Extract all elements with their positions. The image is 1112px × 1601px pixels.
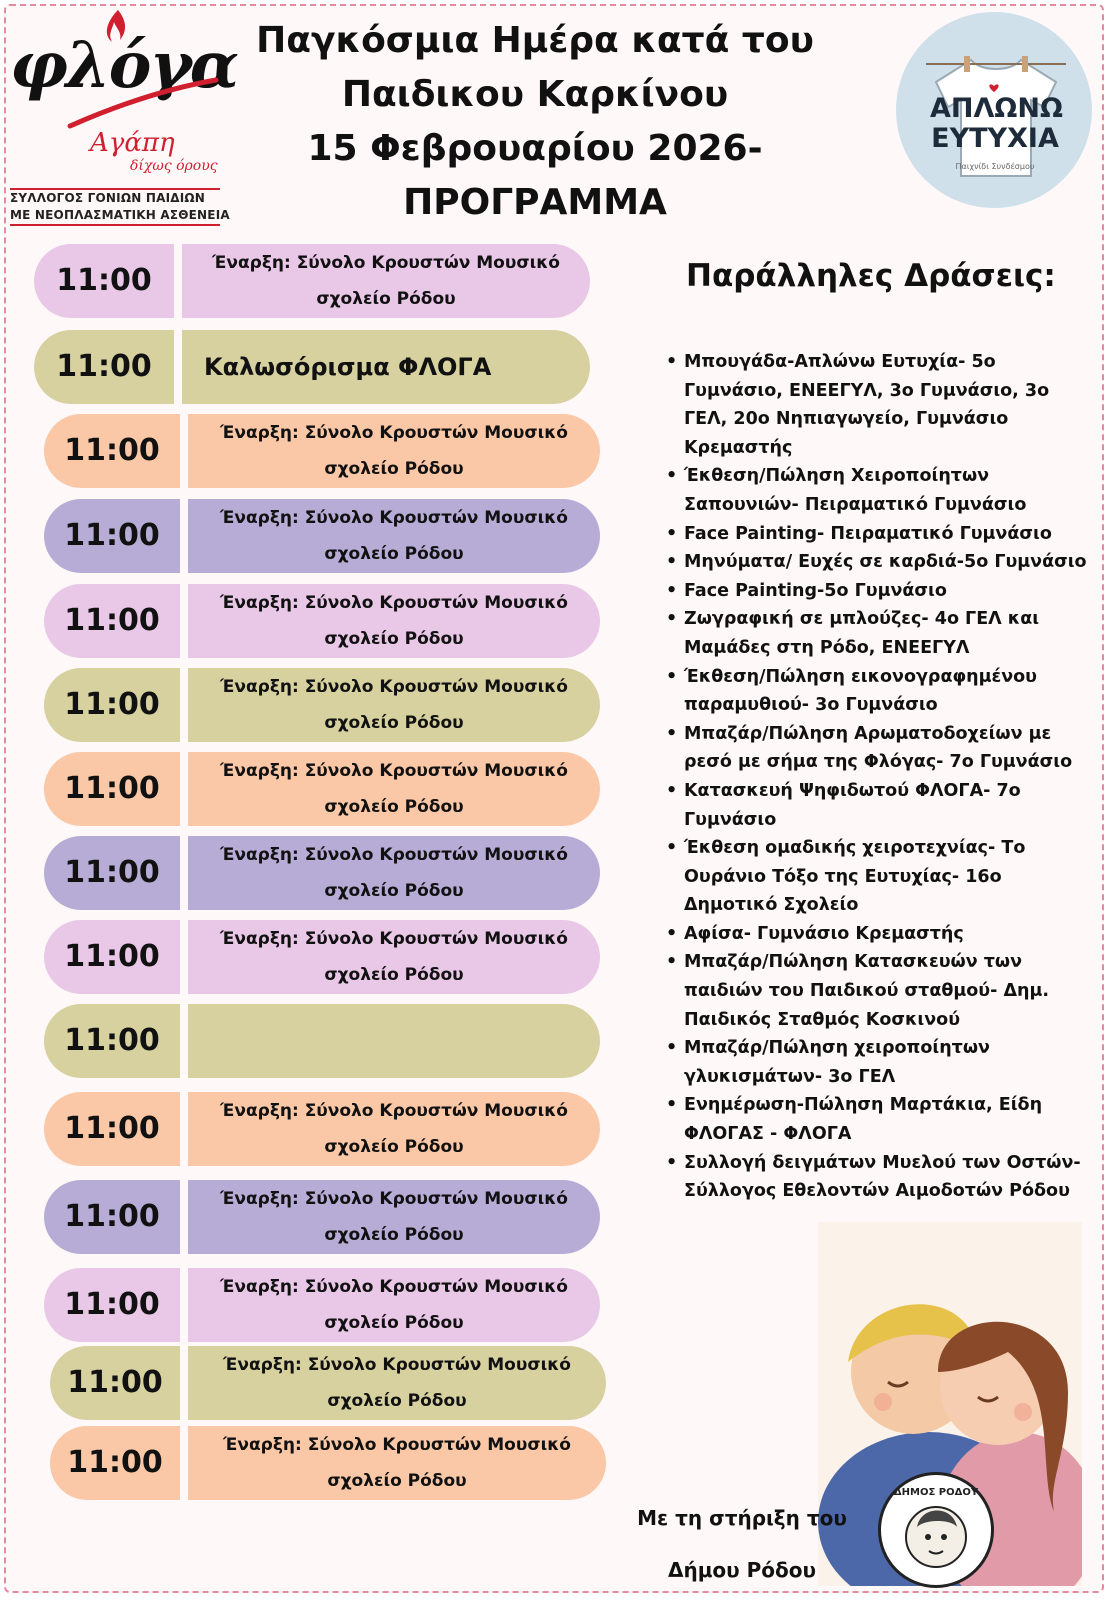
schedule-time: 11:00 bbox=[64, 1111, 160, 1146]
schedule-separator bbox=[174, 244, 182, 318]
schedule-description bbox=[188, 1426, 606, 1500]
logo-org-line-2: ΜΕ ΝΕΟΠΛΑΣΜΑΤΙΚΗ ΑΣΘΕΝΕΙΑ bbox=[10, 208, 230, 222]
schedule-separator bbox=[180, 1092, 188, 1166]
schedule-time: 11:00 bbox=[64, 855, 160, 890]
schedule-description-line-1: Έναρξη: Σύνολο Κρουστών Μουσικό bbox=[220, 1101, 568, 1121]
schedule-time: 11:00 bbox=[64, 1023, 160, 1058]
logo-tagline-small: δίχως όρους bbox=[130, 158, 218, 174]
schedule-time: 11:00 bbox=[64, 518, 160, 553]
schedule-description-line-1: Έναρξη: Σύνολο Κρουστών Μουσικό bbox=[212, 253, 560, 273]
schedule-description-line-1: Έναρξη: Σύνολο Κρουστών Μουσικό bbox=[223, 1355, 571, 1375]
schedule-description bbox=[182, 330, 590, 404]
support-text bbox=[632, 1492, 852, 1596]
schedule-row bbox=[44, 1092, 600, 1166]
schedule-separator bbox=[180, 836, 188, 910]
schedule-row bbox=[44, 1268, 600, 1342]
schedule-separator bbox=[180, 414, 188, 488]
schedule-row bbox=[44, 499, 600, 573]
schedule-separator bbox=[180, 1346, 188, 1420]
schedule-separator bbox=[180, 584, 188, 658]
aplono-small-text: Παιχνίδι Συνδέσμου bbox=[955, 162, 1035, 171]
logo-swoosh-icon bbox=[10, 64, 220, 134]
support-line-1: Με τη στήριξη του bbox=[637, 1506, 847, 1530]
schedule-separator bbox=[180, 1180, 188, 1254]
schedule-time: 11:00 bbox=[67, 1445, 163, 1480]
schedule-description-line-1: Έναρξη: Σύνολο Κρουστών Μουσικό bbox=[220, 761, 568, 781]
schedule-separator bbox=[180, 1268, 188, 1342]
schedule-row bbox=[50, 1426, 606, 1500]
schedule-description-line-1: Έναρξη: Σύνολο Κρουστών Μουσικό bbox=[220, 593, 568, 613]
schedule-description-line-2: σχολείο Ρόδου bbox=[324, 1137, 464, 1157]
support-line-2: Δήμου Ρόδου bbox=[667, 1558, 817, 1582]
parallel-activity-item: • Μπαζάρ/Πώληση Αρωματοδοχείων με ρεσό με σήμα της Φλόγας- 7ο Γυμνάσιο bbox=[662, 720, 1096, 777]
schedule-description bbox=[188, 414, 600, 488]
schedule-description-line-2: σχολείο Ρόδου bbox=[324, 965, 464, 985]
schedule-time: 11:00 bbox=[64, 603, 160, 638]
schedule-separator bbox=[180, 1426, 188, 1500]
schedule-description-line-2: σχολείο Ρόδου bbox=[324, 1225, 464, 1245]
parallel-title: Παράλληλες Δράσεις: bbox=[686, 258, 1056, 294]
schedule-description-line-1: Καλωσόρισμα ΦΛΟΓΑ bbox=[204, 353, 492, 381]
schedule-separator bbox=[174, 330, 182, 404]
parallel-activity-item: • Face Painting-5ο Γυμνάσιο bbox=[662, 577, 1096, 606]
schedule-description bbox=[188, 1268, 600, 1342]
schedule-row bbox=[44, 752, 600, 826]
parallel-activity-item: • Έκθεση/Πώληση Χειροποίητων Σαπουνιών- Πειραματικό Γυμνάσιο bbox=[662, 462, 1096, 519]
schedule-description-line-2: σχολείο Ρόδου bbox=[324, 544, 464, 564]
title-line-4: ΠΡΟΓΡΑΜΜΑ bbox=[403, 182, 667, 223]
aplono-line-1: ΑΠΛΩΝΩ bbox=[930, 93, 1063, 124]
schedule-description-line-2: σχολείο Ρόδου bbox=[316, 289, 456, 309]
schedule-separator bbox=[180, 752, 188, 826]
seal-text: ΔΗΜΟΣ ΡΟΔΟΥ bbox=[893, 1487, 979, 1498]
parallel-activity-item: • Ενημέρωση-Πώληση Μαρτάκια, Είδη ΦΛΟΓΑΣ - ΦΛΟΓΑ bbox=[662, 1091, 1096, 1148]
schedule-time: 11:00 bbox=[64, 433, 160, 468]
parallel-activity-item: • Μπαζάρ/Πώληση χειροποίητων γλυκισμάτων- 3ο ΓΕΛ bbox=[662, 1034, 1096, 1091]
aplono-eftyxia-logo bbox=[896, 12, 1092, 208]
schedule-time: 11:00 bbox=[64, 687, 160, 722]
schedule-description-line-1: Έναρξη: Σύνολο Κρουστών Μουσικό bbox=[220, 1277, 568, 1297]
logo-tagline: Αγάπη bbox=[90, 128, 175, 158]
parallel-activity-item: • Μηνύματα/ Ευχές σε καρδιά-5ο Γυμνάσιο bbox=[662, 548, 1096, 577]
schedule-row bbox=[44, 920, 600, 994]
schedule-description bbox=[188, 1180, 600, 1254]
schedule-description-line-1: Έναρξη: Σύνολο Κρουστών Μουσικό bbox=[220, 423, 568, 443]
parallel-activity-item: • Συλλογή δειγμάτων Μυελού των Οστών- Σύλλογος Εθελοντών Αιμοδοτών Ρόδου bbox=[662, 1149, 1096, 1206]
schedule-row bbox=[34, 244, 590, 318]
schedule-description-line-2: σχολείο Ρόδου bbox=[327, 1391, 467, 1411]
schedule-time: 11:00 bbox=[64, 939, 160, 974]
schedule-description bbox=[188, 1004, 600, 1078]
parallel-activity-item: • Κατασκευή Ψηφιδωτού ΦΛΟΓΑ- 7ο Γυμνάσιο bbox=[662, 777, 1096, 834]
schedule-description-line-2: σχολείο Ρόδου bbox=[324, 1313, 464, 1333]
schedule-time: 11:00 bbox=[56, 349, 152, 384]
parallel-activity-item: • Έκθεση/Πώληση εικονογραφημένου παραμυθιού- 3ο Γυμνάσιο bbox=[662, 663, 1096, 720]
schedule-description-line-2: σχολείο Ρόδου bbox=[324, 881, 464, 901]
municipality-seal bbox=[878, 1472, 994, 1588]
parallel-activities-list bbox=[662, 348, 1096, 1206]
schedule-description-line-2: σχολείο Ρόδου bbox=[327, 1471, 467, 1491]
seal-head-icon bbox=[881, 1475, 991, 1585]
parallel-activity-item: • Μπαζάρ/Πώληση Κατασκευών των παιδιών του Παιδικού σταθμού- Δημ. Παιδικός Σταθμός Κοσκινού bbox=[662, 948, 1096, 1034]
schedule-description-line-1: Έναρξη: Σύνολο Κρουστών Μουσικό bbox=[220, 508, 568, 528]
schedule-separator bbox=[180, 1004, 188, 1078]
schedule-time: 11:00 bbox=[67, 1365, 163, 1400]
schedule-description bbox=[188, 920, 600, 994]
title-line-1: Παγκόσμια Ημέρα κατά του bbox=[256, 20, 814, 61]
schedule-description bbox=[182, 244, 590, 318]
parallel-activity-item: • Αφίσα- Γυμνάσιο Κρεμαστής bbox=[662, 920, 1096, 949]
aplono-logo-text bbox=[930, 93, 1063, 154]
schedule-row bbox=[44, 414, 600, 488]
schedule-description-line-2: σχολείο Ρόδου bbox=[324, 797, 464, 817]
schedule-description bbox=[188, 584, 600, 658]
schedule-time: 11:00 bbox=[56, 263, 152, 298]
schedule-description-line-1: Έναρξη: Σύνολο Κρουστών Μουσικό bbox=[220, 845, 568, 865]
schedule-separator bbox=[180, 920, 188, 994]
parallel-activity-item: • Μπουγάδα-Απλώνω Ευτυχία- 5ο Γυμνάσιο, ΕΝΕΕΓΥΛ, 3ο Γυμνάσιο, 3ο ΓΕΛ, 20ο Νηπιαγωγείο, Γυμνάσιο Κρεμαστής bbox=[662, 348, 1096, 462]
schedule-row bbox=[44, 584, 600, 658]
schedule-row bbox=[34, 330, 590, 404]
schedule-separator bbox=[180, 668, 188, 742]
schedule-description-line-1: Έναρξη: Σύνολο Κρουστών Μουσικό bbox=[220, 677, 568, 697]
schedule-description bbox=[188, 752, 600, 826]
flogа-logo bbox=[10, 8, 237, 228]
schedule-row bbox=[44, 1004, 600, 1078]
aplono-line-2: ΕΥΤΥΧΙΑ bbox=[931, 123, 1059, 154]
schedule-time: 11:00 bbox=[64, 1287, 160, 1322]
schedule-row bbox=[44, 668, 600, 742]
schedule-description-line-2: σχολείο Ρόδου bbox=[324, 629, 464, 649]
schedule-row bbox=[44, 836, 600, 910]
schedule-row bbox=[50, 1346, 606, 1420]
schedule-description bbox=[188, 668, 600, 742]
schedule-time: 11:00 bbox=[64, 771, 160, 806]
schedule-description bbox=[188, 1092, 600, 1166]
schedule-description bbox=[188, 1346, 606, 1420]
logo-wordmark: φλόγα bbox=[10, 28, 237, 103]
title-line-2: Παιδικου Καρκίνου bbox=[341, 74, 729, 115]
parallel-activity-item: • Ζωγραφική σε μπλούζες- 4ο ΓΕΛ και Μαμάδες στη Ρόδο, ΕΝΕΕΓΥΛ bbox=[662, 605, 1096, 662]
parallel-activity-item: • Face Painting- Πειραματικό Γυμνάσιο bbox=[662, 520, 1096, 549]
logo-organization bbox=[10, 188, 230, 226]
schedule-row bbox=[44, 1180, 600, 1254]
schedule-description-line-2: σχολείο Ρόδου bbox=[324, 713, 464, 733]
logo-org-line-1: ΣΥΛΛΟΓΟΣ ΓΟΝΙΩΝ ΠΑΙΔΙΩΝ bbox=[10, 191, 206, 205]
page-title bbox=[235, 14, 835, 230]
schedule-description-line-1: Έναρξη: Σύνολο Κρουστών Μουσικό bbox=[223, 1435, 571, 1455]
schedule-description-line-1: Έναρξη: Σύνολο Κρουστών Μουσικό bbox=[220, 929, 568, 949]
schedule-time: 11:00 bbox=[64, 1199, 160, 1234]
schedule-description-line-2: σχολείο Ρόδου bbox=[324, 459, 464, 479]
schedule-description bbox=[188, 499, 600, 573]
schedule-description bbox=[188, 836, 600, 910]
schedule-separator bbox=[180, 499, 188, 573]
title-line-3: 15 Φεβρουαρίου 2026- bbox=[307, 128, 763, 169]
schedule-description-line-1: Έναρξη: Σύνολο Κρουστών Μουσικό bbox=[220, 1189, 568, 1209]
parallel-activity-item: • Έκθεση ομαδικής χειροτεχνίας- Το Ουράνιο Τόξο της Ευτυχίας- 16ο Δημοτικό Σχολείο bbox=[662, 834, 1096, 920]
